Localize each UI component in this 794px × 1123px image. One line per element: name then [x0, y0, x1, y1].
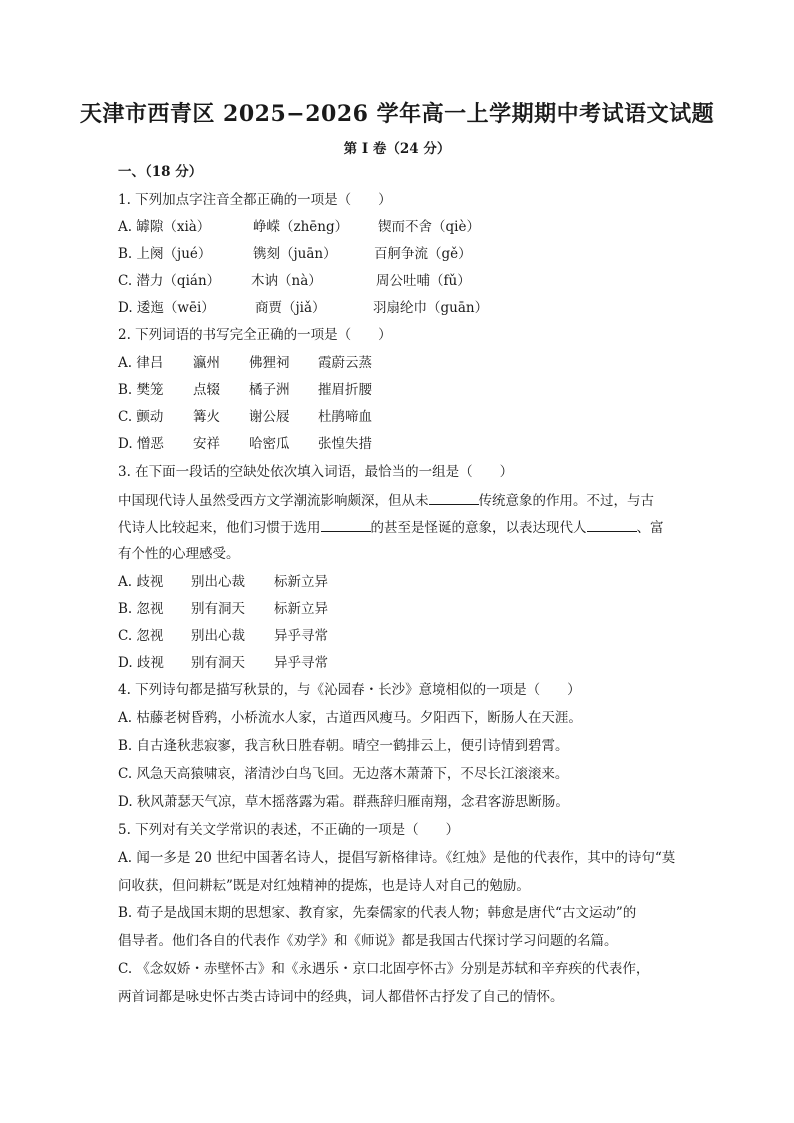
option-cell: D. 歧视	[118, 655, 164, 671]
option-cell: 镌刻（juān）	[253, 246, 337, 262]
question-5-stem: 5. 下列对有关文学常识的表述，不正确的一项是（ ）	[118, 822, 460, 838]
question-4-option-a: A. 枯藤老树昏鸦，小桥流水人家，古道西风瘦马。夕阳西下，断肠人在天涯。	[118, 710, 582, 726]
question-4-stem: 4. 下列诗句都是描写秋景的，与《沁园春・长沙》意境相似的一项是（ ）	[118, 682, 581, 698]
option-cell: D. 逶迤（wēi）	[118, 300, 215, 316]
question-3-stem: 3. 在下面一段话的空缺处依次填入词语，最恰当的一组是（ ）	[118, 464, 514, 480]
option-cell: 锲而不舍（qiè）	[378, 219, 480, 235]
passage-text: 的甚至是怪诞的意象，以表达现代人	[370, 520, 587, 536]
passage-text: 传统意象的作用。不过，与古	[478, 493, 654, 509]
option-cell: 霞蔚云蒸	[318, 355, 372, 371]
question-5-option-c-line-2: 两首词都是咏史怀古类古诗词中的经典，词人都借怀古抒发了自己的情怀。	[118, 989, 564, 1005]
question-5-option-c-line-1: C. 《念奴娇・赤壁怀古》和《永遇乐・京口北固亭怀古》分别是苏轼和辛弃疾的代表作，	[118, 961, 650, 977]
passage-text: 中国现代诗人虽然受西方文学潮流影响颇深，但从未	[118, 493, 429, 509]
question-3-passage-line-2	[118, 517, 664, 537]
option-cell: 羽扇纶巾（guān）	[373, 300, 489, 316]
option-cell: D. 憎恶	[118, 436, 164, 452]
option-cell: 点辍	[193, 382, 220, 398]
option-cell: C. 颤动	[118, 409, 164, 425]
option-cell: C. 忽视	[118, 628, 164, 644]
option-cell: 标新立异	[274, 601, 328, 617]
question-3-passage-line-1	[118, 490, 654, 510]
option-cell: A. 罅隙（xià）	[118, 219, 211, 235]
option-cell: 峥嵘（zhēng）	[253, 219, 349, 235]
option-cell: 别出心裁	[191, 574, 245, 590]
section-heading: 一、（18 分）	[118, 164, 203, 180]
option-cell: 安祥	[193, 436, 220, 452]
option-cell: 周公吐哺（fǔ）	[376, 273, 471, 289]
option-cell: 木讷（nà）	[251, 273, 322, 289]
question-4-option-d: D. 秋风萧瑟天气凉，草木摇落露为霜。群燕辞归雁南翔，念君客游思断肠。	[118, 794, 569, 810]
question-4-option-c: C. 风急天高猿啸哀，渚清沙白鸟飞回。无边落木萧萧下，不尽长江滚滚来。	[118, 766, 569, 782]
volume-heading: 第 I 卷（24 分）	[343, 141, 451, 157]
option-cell: 标新立异	[274, 574, 328, 590]
option-cell: 哈密瓜	[249, 436, 290, 452]
option-cell: 异乎寻常	[274, 628, 328, 644]
option-cell: 佛狸祠	[249, 355, 290, 371]
option-cell: 张惶失措	[318, 436, 372, 452]
option-cell: 别有洞天	[191, 601, 245, 617]
question-3-passage-line-3: 有个性的心理感受。	[118, 546, 240, 562]
option-cell: 杜鹃啼血	[318, 409, 372, 425]
question-5-option-b-line-1: B. 荀子是战国末期的思想家、教育家，先秦儒家的代表人物；韩愈是唐代“古文运动”的	[118, 905, 637, 921]
option-cell: B. 忽视	[118, 601, 164, 617]
option-cell: 别出心裁	[191, 628, 245, 644]
passage-text: 代诗人比较起来，他们习惯于选用	[118, 520, 321, 536]
option-cell: 瀛州	[193, 355, 220, 371]
answer-blank	[321, 517, 371, 532]
option-cell: 百舸争流（gě）	[374, 246, 472, 262]
option-cell: A. 歧视	[118, 574, 164, 590]
question-5-option-a-line-2: 问收获，但问耕耘”既是对红烛精神的提炼，也是诗人对自己的勉励。	[118, 878, 530, 894]
passage-text: 、富	[636, 520, 664, 536]
option-cell: B. 上阕（jué）	[118, 246, 212, 262]
option-cell: 橘子洲	[249, 382, 290, 398]
option-cell: 商贾（jiǎ）	[255, 300, 326, 316]
option-cell: A. 律吕	[118, 355, 164, 371]
option-cell: 谢公屐	[249, 409, 290, 425]
question-1-stem: 1. 下列加点字注音全都正确的一项是（ ）	[118, 192, 392, 208]
question-2-stem: 2. 下列词语的书写完全正确的一项是（ ）	[118, 327, 392, 343]
question-5-option-b-line-2: 倡导者。他们各自的代表作《劝学》和《师说》都是我国古代探讨学习问题的名篇。	[118, 933, 618, 949]
answer-blank	[429, 490, 479, 505]
answer-blank	[587, 517, 637, 532]
option-cell: 篝火	[193, 409, 220, 425]
option-cell: 别有洞天	[191, 655, 245, 671]
question-4-option-b: B. 自古逢秋悲寂寥，我言秋日胜春朝。晴空一鹤排云上，便引诗情到碧霄。	[118, 738, 569, 754]
option-cell: 异乎寻常	[274, 655, 328, 671]
option-cell: C. 潜力（qián）	[118, 273, 221, 289]
question-5-option-a-line-1: A. 闻一多是 20 世纪中国著名诗人，提倡写新格律诗。《红烛》是他的代表作，其中的诗句“莫	[118, 850, 676, 866]
option-cell: 摧眉折腰	[318, 382, 372, 398]
page-title: 天津市西青区 2025−2026 学年高一上学期期中考试语文试题	[79, 101, 715, 127]
option-cell: B. 樊笼	[118, 382, 164, 398]
